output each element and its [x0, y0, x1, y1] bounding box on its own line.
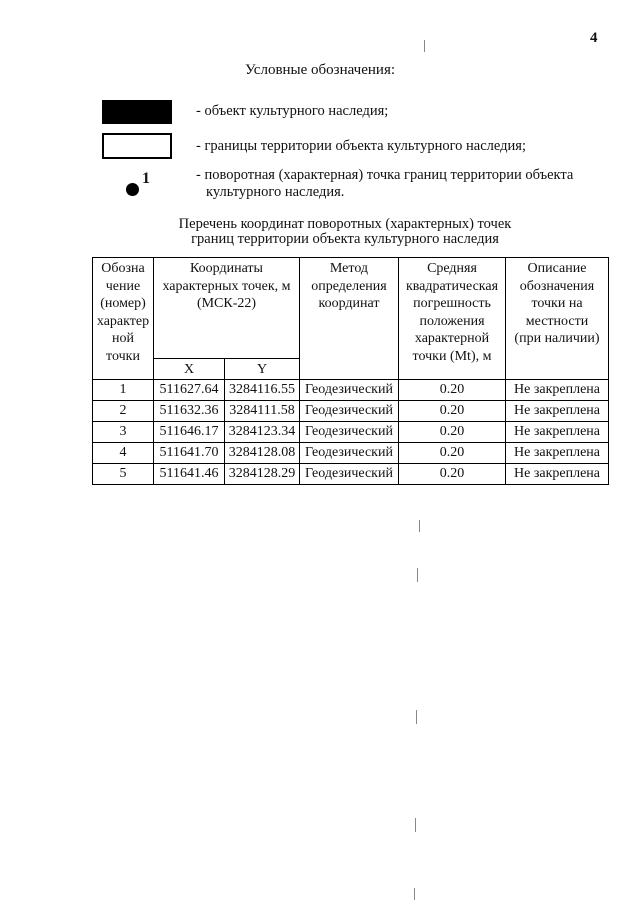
- cell-x: 511641.70: [154, 442, 225, 463]
- header-designation: [93, 258, 154, 380]
- cell-num: 1: [93, 379, 154, 400]
- cell-y: 3284123.34: [225, 421, 300, 442]
- coordinates-table: [92, 257, 609, 485]
- legend-symbol-cultural-object: [102, 100, 172, 124]
- table-row: [93, 421, 609, 442]
- cell-description: Не закреплена: [506, 421, 609, 442]
- cell-y: 3284111.58: [225, 400, 300, 421]
- header-description-line: (при наличии): [514, 331, 600, 346]
- cell-method: Геодезический: [300, 442, 399, 463]
- legend-text-turning-point-line1: - поворотная (характерная) точка границ территории объекта: [196, 167, 574, 183]
- header-method-line: координат: [318, 296, 380, 311]
- table-row: [93, 442, 609, 463]
- header-coordinates: [154, 258, 300, 359]
- header-accuracy-line: положения: [419, 313, 485, 329]
- cell-mt: 0.20: [399, 421, 506, 442]
- header-method-line: определения: [311, 278, 387, 294]
- header-description-line: Описание: [527, 261, 587, 276]
- header-method-line: Метод: [329, 261, 369, 276]
- header-designation-line: точки: [106, 348, 140, 364]
- header-coordinates-line: Координаты: [190, 261, 263, 276]
- header-designation-line: чение: [105, 278, 141, 294]
- header-coordinates-line: (МСК-22): [196, 296, 257, 311]
- header-description-line: точки на: [531, 296, 583, 311]
- cell-method: Геодезический: [300, 400, 399, 421]
- scan-mark: [419, 520, 420, 532]
- cell-y: 3284116.55: [225, 379, 300, 400]
- header-accuracy-line: Средняя: [427, 261, 477, 276]
- header-x: X: [154, 359, 225, 380]
- cell-method: Геодезический: [300, 463, 399, 484]
- header-description-line: обозначения: [519, 278, 595, 294]
- cell-mt: 0.20: [399, 442, 506, 463]
- cell-mt: 0.20: [399, 400, 506, 421]
- header-designation-line: характер: [96, 313, 150, 329]
- header-accuracy-line: квадратическая: [405, 278, 499, 294]
- header-accuracy-line: погрешность: [413, 296, 491, 311]
- cell-mt: 0.20: [399, 379, 506, 400]
- scan-mark: [417, 568, 418, 582]
- page-number: 4: [590, 30, 598, 46]
- header-description: [506, 258, 609, 380]
- cell-num: 4: [93, 442, 154, 463]
- header-coordinates-line: характерных точек, м: [162, 278, 291, 294]
- cell-description: Не закреплена: [506, 463, 609, 484]
- cell-x: 511627.64: [154, 379, 225, 400]
- table-row: [93, 400, 609, 421]
- header-y: Y: [225, 359, 300, 380]
- table-title: [0, 217, 640, 247]
- cell-x: 511632.36: [154, 400, 225, 421]
- legend-symbol-turning-point-label: 1: [142, 170, 150, 187]
- cell-method: Геодезический: [300, 421, 399, 442]
- legend-text-turning-point: [196, 167, 606, 201]
- header-designation-line: (номер): [100, 296, 146, 311]
- scan-mark: [416, 710, 417, 724]
- cell-description: Не закреплена: [506, 442, 609, 463]
- header-designation-line: Обозна: [101, 261, 145, 276]
- scan-mark: [415, 818, 416, 832]
- table-row: [93, 379, 609, 400]
- table-title-line2: границ территории объекта культурного наследия: [191, 231, 499, 247]
- header-accuracy: [399, 258, 506, 380]
- legend-text-cultural-object: - объект культурного наследия;: [196, 103, 389, 119]
- legend-title: Условные обозначения:: [244, 62, 396, 78]
- cell-description: Не закреплена: [506, 400, 609, 421]
- scan-mark: [424, 40, 425, 52]
- cell-description: Не закреплена: [506, 379, 609, 400]
- header-method: [300, 258, 399, 380]
- header-designation-line: ной: [112, 331, 134, 346]
- cell-x: 511641.46: [154, 463, 225, 484]
- legend-symbol-territory-boundary: [102, 133, 172, 159]
- table-row: [93, 463, 609, 484]
- header-description-line: местности: [525, 313, 589, 329]
- cell-mt: 0.20: [399, 463, 506, 484]
- cell-method: Геодезический: [300, 379, 399, 400]
- legend-symbol-turning-point: [126, 183, 139, 196]
- cell-y: 3284128.08: [225, 442, 300, 463]
- table-title-line1: Перечень координат поворотных (характерных) точек: [178, 216, 512, 232]
- cell-x: 511646.17: [154, 421, 225, 442]
- header-accuracy-line: точки (Mt), м: [412, 348, 492, 364]
- cell-num: 3: [93, 421, 154, 442]
- cell-num: 5: [93, 463, 154, 484]
- cell-y: 3284128.29: [225, 463, 300, 484]
- scan-mark: [414, 888, 415, 900]
- cell-num: 2: [93, 400, 154, 421]
- legend-text-turning-point-line2: культурного наследия.: [206, 184, 345, 200]
- header-accuracy-line: характерной: [414, 331, 490, 346]
- legend-text-territory-boundary: - границы территории объекта культурного наследия;: [196, 138, 526, 154]
